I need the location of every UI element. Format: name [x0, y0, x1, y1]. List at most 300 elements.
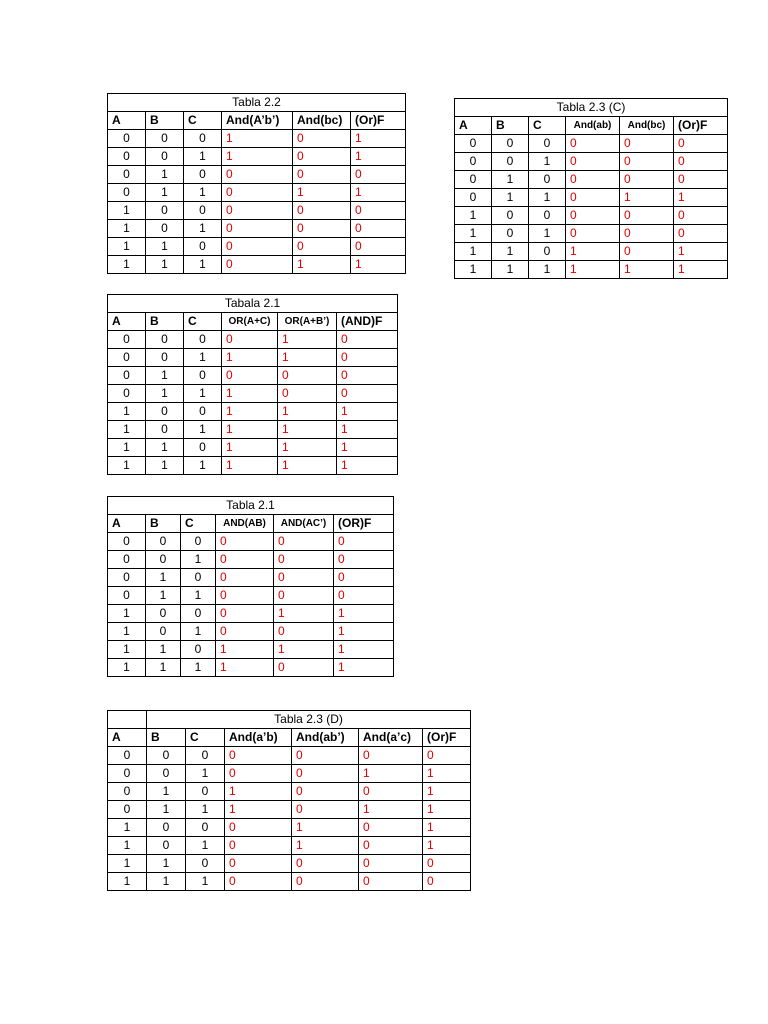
input-cell: 0	[181, 641, 216, 659]
table-row	[108, 202, 406, 220]
truth-table-tabla-2-3-d	[107, 710, 471, 891]
output-cell: 1	[222, 130, 293, 148]
input-cell: 1	[108, 855, 147, 873]
output-cell: 1	[278, 403, 337, 421]
output-cell: 0	[351, 166, 406, 184]
table-row	[108, 569, 394, 587]
output-cell: 0	[274, 587, 334, 605]
input-cell: 1	[146, 256, 184, 274]
input-cell: 0	[184, 130, 222, 148]
output-cell: 0	[225, 855, 292, 873]
output-cell: 1	[423, 819, 471, 837]
column-header: B	[146, 313, 184, 331]
input-cell: 0	[146, 130, 184, 148]
table-row	[108, 747, 471, 765]
input-cell: 1	[147, 855, 186, 873]
table-row	[455, 189, 728, 207]
table-row	[455, 207, 728, 225]
output-cell: 1	[334, 605, 394, 623]
output-cell: 0	[674, 207, 728, 225]
output-cell: 1	[293, 184, 351, 202]
column-header: A	[108, 313, 146, 331]
table-row	[108, 837, 471, 855]
output-cell: 1	[351, 148, 406, 166]
column-header: B	[492, 117, 529, 135]
input-cell: 1	[492, 243, 529, 261]
blank-cell	[108, 711, 147, 729]
input-cell: 0	[146, 605, 181, 623]
input-cell: 1	[529, 153, 566, 171]
input-cell: 1	[147, 873, 186, 891]
output-cell: 0	[334, 587, 394, 605]
input-cell: 0	[108, 367, 146, 385]
output-cell: 1	[222, 148, 293, 166]
input-cell: 0	[184, 238, 222, 256]
column-header: (Or)F	[423, 729, 471, 747]
input-cell: 1	[184, 421, 222, 439]
output-cell: 1	[278, 439, 337, 457]
table-row	[108, 148, 406, 166]
input-cell: 1	[529, 225, 566, 243]
output-cell: 1	[292, 819, 359, 837]
input-cell: 0	[108, 587, 146, 605]
column-header: (Or)F	[674, 117, 728, 135]
column-header: A	[108, 729, 147, 747]
input-cell: 1	[108, 605, 146, 623]
table-row	[108, 765, 471, 783]
input-cell: 0	[146, 220, 184, 238]
input-cell: 0	[181, 533, 216, 551]
column-header: B	[146, 112, 184, 130]
output-cell: 1	[278, 421, 337, 439]
table-row	[108, 623, 394, 641]
column-header: AND(AC’)	[274, 515, 334, 533]
input-cell: 0	[529, 207, 566, 225]
input-cell: 1	[186, 801, 225, 819]
output-cell: 0	[566, 189, 620, 207]
output-cell: 0	[216, 587, 274, 605]
output-cell: 0	[274, 551, 334, 569]
output-cell: 1	[292, 837, 359, 855]
input-cell: 1	[492, 261, 529, 279]
output-cell: 1	[566, 261, 620, 279]
table-row	[108, 385, 398, 403]
output-cell: 0	[359, 819, 423, 837]
output-cell: 1	[278, 457, 337, 475]
input-cell: 0	[181, 569, 216, 587]
output-cell: 0	[293, 220, 351, 238]
column-header: B	[146, 515, 181, 533]
table-row	[108, 256, 406, 274]
column-header: And(bc)	[620, 117, 674, 135]
table-row	[108, 801, 471, 819]
output-cell: 1	[337, 457, 398, 475]
output-cell: 0	[351, 238, 406, 256]
input-cell: 0	[529, 135, 566, 153]
column-header: C	[529, 117, 566, 135]
output-cell: 0	[222, 184, 293, 202]
output-cell: 1	[620, 261, 674, 279]
input-cell: 1	[108, 837, 147, 855]
input-cell: 1	[186, 765, 225, 783]
input-cell: 1	[455, 261, 492, 279]
column-header: C	[186, 729, 225, 747]
input-cell: 0	[492, 225, 529, 243]
input-cell: 1	[146, 166, 184, 184]
output-cell: 1	[351, 130, 406, 148]
output-cell: 0	[423, 855, 471, 873]
input-cell: 1	[455, 243, 492, 261]
table-row	[455, 243, 728, 261]
output-cell: 0	[222, 331, 278, 349]
input-cell: 1	[184, 220, 222, 238]
output-cell: 1	[216, 641, 274, 659]
table-row	[108, 421, 398, 439]
input-cell: 1	[186, 837, 225, 855]
column-header: And(A’b’)	[222, 112, 293, 130]
output-cell: 0	[292, 873, 359, 891]
table-title: Tabla 2.1	[108, 497, 394, 515]
input-cell: 0	[108, 385, 146, 403]
output-cell: 0	[359, 855, 423, 873]
column-header: AND(AB)	[216, 515, 274, 533]
input-cell: 1	[186, 873, 225, 891]
column-header: C	[184, 112, 222, 130]
output-cell: 1	[359, 801, 423, 819]
output-cell: 1	[337, 421, 398, 439]
output-cell: 1	[334, 623, 394, 641]
column-header: And(bc)	[293, 112, 351, 130]
column-header: B	[147, 729, 186, 747]
output-cell: 1	[337, 403, 398, 421]
table-row	[108, 819, 471, 837]
input-cell: 0	[492, 135, 529, 153]
input-cell: 0	[108, 765, 147, 783]
output-cell: 0	[351, 202, 406, 220]
truth-table-tabla-2-2	[107, 93, 406, 274]
output-cell: 0	[222, 220, 293, 238]
table-row	[455, 153, 728, 171]
input-cell: 0	[455, 153, 492, 171]
column-header: A	[108, 515, 146, 533]
table-header-row	[108, 515, 394, 533]
table-row	[108, 238, 406, 256]
input-cell: 1	[108, 439, 146, 457]
output-cell: 0	[293, 238, 351, 256]
table-row	[108, 587, 394, 605]
input-cell: 1	[146, 457, 184, 475]
output-cell: 0	[278, 367, 337, 385]
output-cell: 0	[216, 551, 274, 569]
output-cell: 0	[566, 171, 620, 189]
input-cell: 1	[146, 569, 181, 587]
table-row	[455, 261, 728, 279]
table-title: Tabla 2.3 (C)	[455, 99, 728, 117]
table-row	[108, 184, 406, 202]
input-cell: 0	[108, 349, 146, 367]
output-cell: 0	[222, 166, 293, 184]
input-cell: 1	[147, 783, 186, 801]
output-cell: 1	[225, 783, 292, 801]
input-cell: 0	[146, 533, 181, 551]
input-cell: 0	[146, 623, 181, 641]
output-cell: 0	[337, 367, 398, 385]
table-title-row	[108, 711, 471, 729]
input-cell: 0	[529, 243, 566, 261]
output-cell: 0	[216, 623, 274, 641]
table-row	[108, 403, 398, 421]
column-header: OR(A+B’)	[278, 313, 337, 331]
input-cell: 0	[108, 184, 146, 202]
input-cell: 0	[146, 421, 184, 439]
column-header: C	[184, 313, 222, 331]
output-cell: 0	[293, 130, 351, 148]
table-row	[108, 331, 398, 349]
input-cell: 1	[181, 587, 216, 605]
input-cell: 0	[186, 855, 225, 873]
output-cell: 0	[225, 873, 292, 891]
output-cell: 1	[423, 765, 471, 783]
input-cell: 1	[492, 171, 529, 189]
output-cell: 0	[334, 551, 394, 569]
input-cell: 1	[108, 202, 146, 220]
input-cell: 0	[184, 202, 222, 220]
input-cell: 1	[108, 403, 146, 421]
output-cell: 0	[620, 153, 674, 171]
output-cell: 0	[359, 783, 423, 801]
output-cell: 0	[674, 153, 728, 171]
output-cell: 0	[566, 207, 620, 225]
input-cell: 0	[108, 551, 146, 569]
output-cell: 1	[222, 349, 278, 367]
output-cell: 1	[274, 641, 334, 659]
column-header: And(ab’)	[292, 729, 359, 747]
output-cell: 1	[351, 256, 406, 274]
output-cell: 1	[216, 659, 274, 677]
output-cell: 1	[222, 385, 278, 403]
table-row	[455, 135, 728, 153]
output-cell: 1	[222, 439, 278, 457]
input-cell: 0	[455, 171, 492, 189]
output-cell: 0	[292, 801, 359, 819]
output-cell: 0	[292, 747, 359, 765]
truth-table-tabla-2-3-c	[454, 98, 728, 279]
input-cell: 1	[146, 184, 184, 202]
column-header: And(ab)	[566, 117, 620, 135]
input-cell: 0	[146, 331, 184, 349]
output-cell: 1	[674, 261, 728, 279]
input-cell: 1	[147, 801, 186, 819]
input-cell: 1	[108, 256, 146, 274]
output-cell: 0	[293, 202, 351, 220]
table-title: Tabla 2.3 (D)	[147, 711, 471, 729]
output-cell: 1	[566, 243, 620, 261]
input-cell: 0	[108, 331, 146, 349]
output-cell: 0	[566, 135, 620, 153]
input-cell: 0	[184, 367, 222, 385]
input-cell: 1	[108, 819, 147, 837]
output-cell: 0	[222, 367, 278, 385]
output-cell: 0	[359, 837, 423, 855]
output-cell: 0	[222, 238, 293, 256]
output-cell: 1	[334, 641, 394, 659]
output-cell: 1	[222, 403, 278, 421]
output-cell: 0	[620, 135, 674, 153]
table-row	[108, 873, 471, 891]
input-cell: 1	[146, 439, 184, 457]
output-cell: 1	[674, 243, 728, 261]
output-cell: 1	[351, 184, 406, 202]
input-cell: 0	[181, 605, 216, 623]
input-cell: 1	[108, 421, 146, 439]
column-header: OR(A+C)	[222, 313, 278, 331]
input-cell: 1	[181, 659, 216, 677]
table-row	[108, 855, 471, 873]
output-cell: 1	[337, 439, 398, 457]
input-cell: 1	[146, 367, 184, 385]
input-cell: 1	[108, 873, 147, 891]
output-cell: 1	[225, 801, 292, 819]
output-cell: 0	[225, 765, 292, 783]
column-header: And(a’c)	[359, 729, 423, 747]
table-title-row	[108, 497, 394, 515]
output-cell: 0	[216, 605, 274, 623]
input-cell: 1	[184, 349, 222, 367]
table-header-row	[455, 117, 728, 135]
input-cell: 0	[147, 819, 186, 837]
output-cell: 0	[225, 837, 292, 855]
input-cell: 1	[184, 457, 222, 475]
input-cell: 0	[108, 747, 147, 765]
table-header-row	[108, 112, 406, 130]
output-cell: 0	[359, 873, 423, 891]
table-header-row	[108, 313, 398, 331]
input-cell: 0	[146, 349, 184, 367]
table-row	[108, 551, 394, 569]
table-row	[108, 783, 471, 801]
table-title-row	[108, 295, 398, 313]
table-row	[455, 171, 728, 189]
input-cell: 0	[108, 801, 147, 819]
output-cell: 0	[620, 171, 674, 189]
input-cell: 0	[455, 135, 492, 153]
output-cell: 1	[274, 605, 334, 623]
output-cell: 0	[274, 569, 334, 587]
input-cell: 0	[186, 819, 225, 837]
table-row	[108, 457, 398, 475]
input-cell: 1	[455, 225, 492, 243]
truth-table-tabla-2-1	[107, 496, 394, 677]
input-cell: 0	[492, 153, 529, 171]
input-cell: 1	[108, 457, 146, 475]
input-cell: 0	[186, 747, 225, 765]
output-cell: 1	[423, 837, 471, 855]
output-cell: 0	[620, 207, 674, 225]
column-header: A	[108, 112, 146, 130]
input-cell: 1	[146, 238, 184, 256]
table-row	[108, 659, 394, 677]
table-header-row	[108, 729, 471, 747]
input-cell: 0	[108, 533, 146, 551]
output-cell: 0	[566, 225, 620, 243]
output-cell: 0	[225, 819, 292, 837]
input-cell: 1	[529, 189, 566, 207]
input-cell: 0	[529, 171, 566, 189]
column-header: (OR)F	[334, 515, 394, 533]
output-cell: 0	[337, 349, 398, 367]
input-cell: 0	[108, 166, 146, 184]
input-cell: 0	[147, 765, 186, 783]
output-cell: 1	[334, 659, 394, 677]
output-cell: 0	[674, 225, 728, 243]
column-header: A	[455, 117, 492, 135]
output-cell: 0	[566, 153, 620, 171]
input-cell: 0	[186, 783, 225, 801]
output-cell: 1	[222, 421, 278, 439]
table-row	[108, 641, 394, 659]
column-header: (AND)F	[337, 313, 398, 331]
input-cell: 0	[455, 189, 492, 207]
input-cell: 0	[108, 148, 146, 166]
output-cell: 0	[351, 220, 406, 238]
output-cell: 0	[216, 533, 274, 551]
output-cell: 1	[423, 801, 471, 819]
table-title: Tabla 2.2	[108, 94, 406, 112]
output-cell: 0	[674, 135, 728, 153]
input-cell: 0	[146, 403, 184, 421]
output-cell: 0	[620, 243, 674, 261]
output-cell: 0	[222, 256, 293, 274]
table-row	[108, 349, 398, 367]
table-row	[108, 439, 398, 457]
input-cell: 0	[184, 403, 222, 421]
input-cell: 0	[147, 747, 186, 765]
table-title-row	[455, 99, 728, 117]
input-cell: 1	[492, 189, 529, 207]
output-cell: 1	[293, 256, 351, 274]
input-cell: 1	[184, 148, 222, 166]
table-row	[108, 605, 394, 623]
output-cell: 0	[222, 202, 293, 220]
output-cell: 1	[620, 189, 674, 207]
table-title: Tabala 2.1	[108, 295, 398, 313]
table-row	[108, 166, 406, 184]
output-cell: 0	[274, 659, 334, 677]
input-cell: 0	[108, 569, 146, 587]
input-cell: 1	[146, 641, 181, 659]
output-cell: 1	[222, 457, 278, 475]
output-cell: 0	[225, 747, 292, 765]
column-header: C	[181, 515, 216, 533]
input-cell: 1	[108, 623, 146, 641]
input-cell: 1	[108, 220, 146, 238]
output-cell: 1	[278, 331, 337, 349]
output-cell: 0	[293, 148, 351, 166]
output-cell: 1	[359, 765, 423, 783]
input-cell: 0	[146, 551, 181, 569]
output-cell: 1	[423, 783, 471, 801]
input-cell: 1	[184, 184, 222, 202]
input-cell: 1	[181, 551, 216, 569]
input-cell: 1	[146, 587, 181, 605]
table-row	[455, 225, 728, 243]
table-row	[108, 130, 406, 148]
output-cell: 0	[674, 171, 728, 189]
input-cell: 1	[184, 385, 222, 403]
output-cell: 1	[674, 189, 728, 207]
input-cell: 0	[492, 207, 529, 225]
input-cell: 1	[455, 207, 492, 225]
